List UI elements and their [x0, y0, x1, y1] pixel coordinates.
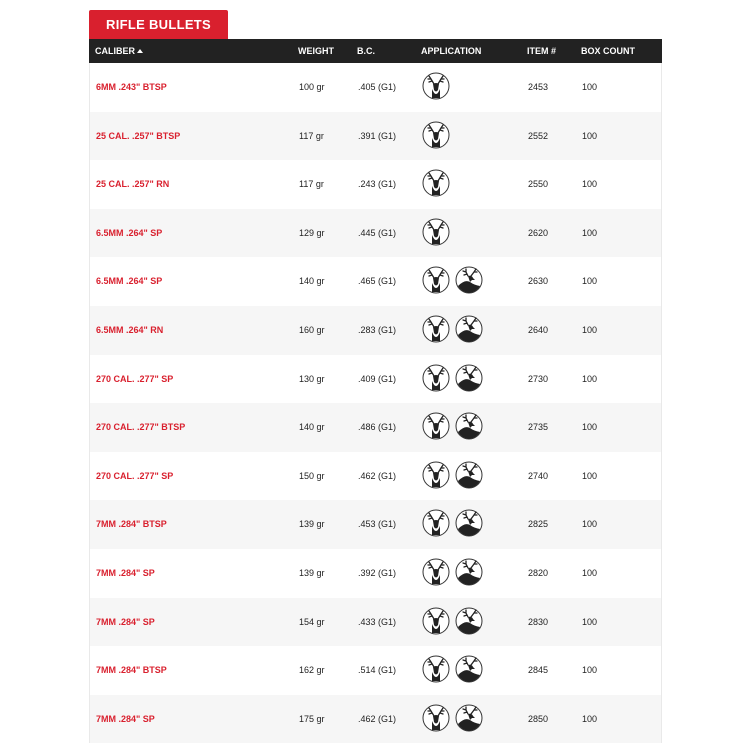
table-row — [90, 403, 661, 452]
elk-icon — [455, 461, 483, 489]
item-number: 2820 — [528, 567, 549, 578]
item-number: 2630 — [528, 276, 549, 287]
deer-icon — [422, 315, 450, 343]
column-header-caliber-label: CALIBER — [95, 46, 135, 56]
caliber-link[interactable]: 7MM .284" SP — [96, 567, 155, 578]
deer-icon — [422, 412, 450, 440]
bc-value: .462 (G1) — [358, 713, 397, 724]
elk-icon — [455, 364, 483, 392]
weight-value: 175 gr — [299, 713, 325, 724]
column-header-weight: WEIGHT — [298, 46, 334, 56]
bc-value: .486 (G1) — [358, 422, 397, 433]
elk-icon — [455, 266, 483, 294]
elk-icon — [455, 607, 483, 635]
application-icons — [422, 412, 483, 440]
item-number: 2830 — [528, 616, 549, 627]
deer-icon — [422, 169, 450, 197]
table-row — [90, 209, 661, 258]
box-count-value: 100 — [582, 567, 598, 578]
table-row — [90, 112, 661, 161]
application-icons — [422, 121, 450, 149]
weight-value: 130 gr — [299, 373, 325, 384]
deer-icon — [422, 607, 450, 635]
deer-icon — [422, 461, 450, 489]
tab-rifle-bullets[interactable]: RIFLE BULLETS — [89, 10, 228, 39]
weight-value: 117 gr — [299, 130, 324, 141]
column-header-bc: B.C. — [357, 46, 375, 56]
item-number: 2640 — [528, 324, 549, 335]
box-count-value: 100 — [582, 422, 598, 433]
box-count-value: 100 — [582, 519, 598, 530]
box-count-value: 100 — [582, 130, 598, 141]
weight-value: 140 gr — [299, 422, 325, 433]
weight-value: 160 gr — [299, 324, 325, 335]
table-row — [90, 355, 661, 404]
caliber-link[interactable]: 270 CAL. .277" SP — [96, 373, 174, 384]
application-icons — [422, 364, 483, 392]
caliber-link[interactable]: 6.5MM .264" RN — [96, 324, 164, 335]
deer-icon — [422, 558, 450, 586]
caliber-link[interactable]: 6.5MM .264" SP — [96, 276, 163, 287]
box-count-value: 100 — [582, 713, 598, 724]
application-icons — [422, 607, 483, 635]
column-header-caliber[interactable] — [95, 39, 143, 63]
bc-value: .243 (G1) — [358, 179, 397, 190]
box-count-value: 100 — [582, 470, 598, 481]
application-icons — [422, 169, 450, 197]
caliber-link[interactable]: 7MM .284" SP — [96, 713, 155, 724]
elk-icon — [455, 509, 483, 537]
application-icons — [422, 704, 483, 732]
item-number: 2740 — [528, 470, 549, 481]
bc-value: .405 (G1) — [358, 82, 397, 92]
sort-ascending-icon — [137, 49, 143, 53]
weight-value: 100 gr — [299, 82, 325, 92]
application-icons — [422, 266, 483, 294]
elk-icon — [455, 315, 483, 343]
deer-icon — [422, 509, 450, 537]
elk-icon — [455, 655, 483, 683]
bc-value: .392 (G1) — [358, 567, 397, 578]
bc-value: .409 (G1) — [358, 373, 397, 384]
deer-icon — [422, 121, 450, 149]
bc-value: .514 (G1) — [358, 665, 397, 676]
item-number: 2550 — [528, 179, 549, 190]
bc-value: .391 (G1) — [358, 130, 397, 141]
deer-icon — [422, 655, 450, 683]
deer-icon — [422, 72, 450, 100]
weight-value: 117 gr — [299, 179, 324, 190]
box-count-value: 100 — [582, 665, 598, 676]
bc-value: .445 (G1) — [358, 227, 397, 238]
application-icons — [422, 655, 483, 683]
bc-value: .433 (G1) — [358, 616, 397, 627]
weight-value: 154 gr — [299, 616, 325, 627]
caliber-link[interactable]: 25 CAL. .257" BTSP — [96, 130, 181, 141]
application-icons — [422, 315, 483, 343]
item-number: 2845 — [528, 665, 549, 676]
deer-icon — [422, 704, 450, 732]
bc-value: .462 (G1) — [358, 470, 397, 481]
table-header — [89, 39, 662, 63]
weight-value: 139 gr — [299, 519, 325, 530]
caliber-link[interactable]: 6MM .243" BTSP — [96, 82, 167, 92]
caliber-link[interactable]: 7MM .284" BTSP — [96, 519, 167, 530]
box-count-value: 100 — [582, 227, 598, 238]
weight-value: 129 gr — [299, 227, 325, 238]
table-row — [90, 306, 661, 355]
caliber-link[interactable]: 6.5MM .264" SP — [96, 227, 163, 238]
table-body — [89, 63, 662, 743]
caliber-link[interactable]: 270 CAL. .277" BTSP — [96, 422, 186, 433]
table-row — [90, 452, 661, 501]
deer-icon — [422, 266, 450, 294]
box-count-value: 100 — [582, 616, 598, 627]
item-number: 2620 — [528, 227, 549, 238]
box-count-value: 100 — [582, 276, 598, 287]
column-header-item: ITEM # — [527, 46, 557, 56]
bc-value: .453 (G1) — [358, 519, 397, 530]
table-row — [90, 500, 661, 549]
caliber-link[interactable]: 7MM .284" SP — [96, 616, 155, 627]
item-number: 2552 — [528, 130, 549, 141]
bc-value: .465 (G1) — [358, 276, 397, 287]
box-count-value: 100 — [582, 324, 598, 335]
column-header-application: APPLICATION — [421, 46, 482, 56]
table-row — [90, 695, 661, 744]
caliber-link[interactable]: 25 CAL. .257" RN — [96, 179, 170, 190]
item-number: 2825 — [528, 519, 549, 530]
table-row — [90, 598, 661, 647]
elk-icon — [455, 558, 483, 586]
elk-icon — [455, 412, 483, 440]
deer-icon — [422, 218, 450, 246]
caliber-link[interactable]: 7MM .284" BTSP — [96, 665, 167, 676]
weight-value: 162 gr — [299, 665, 325, 676]
table-row — [90, 549, 661, 598]
weight-value: 140 gr — [299, 276, 325, 287]
box-count-value: 100 — [582, 82, 598, 92]
table-row — [90, 160, 661, 209]
item-number: 2453 — [528, 82, 549, 92]
application-icons — [422, 72, 450, 100]
item-number: 2730 — [528, 373, 549, 384]
item-number: 2735 — [528, 422, 549, 433]
application-icons — [422, 509, 483, 537]
table-row — [90, 646, 661, 695]
elk-icon — [455, 704, 483, 732]
application-icons — [422, 558, 483, 586]
box-count-value: 100 — [582, 373, 598, 384]
bc-value: .283 (G1) — [358, 324, 397, 335]
rifle-bullets-panel — [89, 10, 662, 743]
caliber-link[interactable]: 270 CAL. .277" SP — [96, 470, 174, 481]
weight-value: 139 gr — [299, 567, 325, 578]
table-row — [90, 257, 661, 306]
application-icons — [422, 461, 483, 489]
deer-icon — [422, 364, 450, 392]
item-number: 2850 — [528, 713, 549, 724]
table-row — [90, 63, 661, 112]
column-header-box-count: BOX COUNT — [581, 46, 635, 56]
application-icons — [422, 218, 450, 246]
box-count-value: 100 — [582, 179, 598, 190]
weight-value: 150 gr — [299, 470, 325, 481]
